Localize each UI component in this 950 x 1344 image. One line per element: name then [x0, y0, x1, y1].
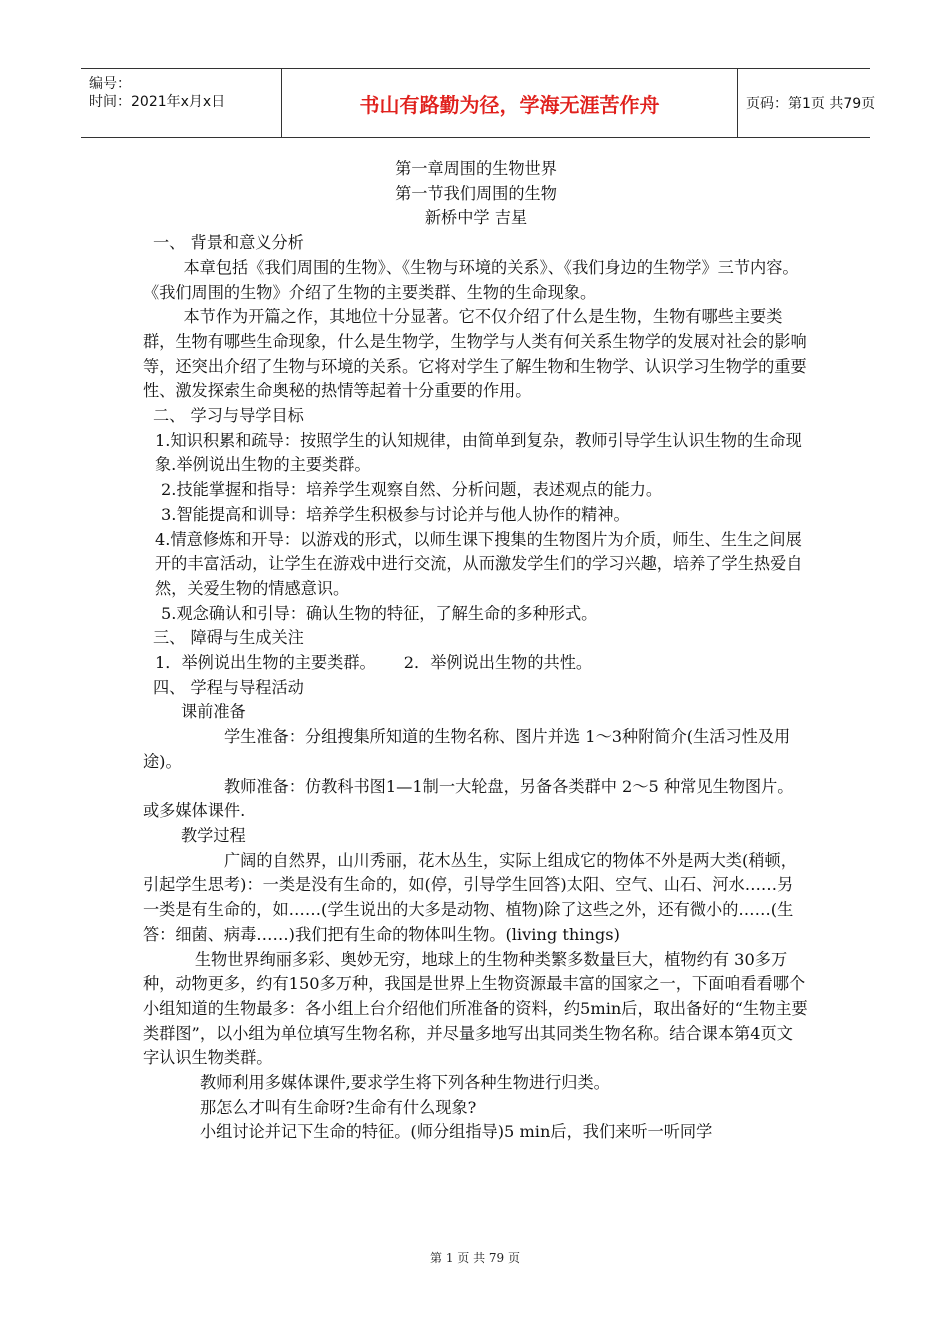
paragraph: 本章包括《我们周围的生物》、《生物与环境的关系》、《我们身边的生物学》三节内容。《我们周围的生物》介绍了生物的主要类群、生物的生命现象。	[143, 257, 799, 302]
section-heading-4: 四、 学程与导程活动	[153, 677, 304, 697]
list-item: 5.观念确认和引导：确认生物的特征，了解生命的多种形式。	[161, 603, 598, 623]
paragraph: 那怎么才叫有生命呀?生命有什么现象?	[200, 1097, 477, 1117]
header-table	[81, 68, 876, 138]
header-meta-cell	[81, 69, 281, 137]
list-item: 2.技能掌握和指导：培养学生观察自然、分析问题，表述观点的能力。	[161, 480, 663, 500]
paragraph: 教师准备：仿教科书图1—1制一大轮盘，另备各类群中 2～5 种常见生物图片。或多媒体课件.	[143, 776, 794, 821]
document-body	[143, 157, 809, 1145]
page-info: 页码：第1页 共79页	[746, 96, 876, 112]
list-item: 1.知识积累和疏导：按照学生的认知规律，由简单到复杂，教师引导学生认识生物的生命现象.举例说出生物的主要类群。	[155, 430, 802, 475]
paragraph: 学生准备：分组搜集所知道的生物名称、图片并选 1～3种附简介(生活习性及用途)。	[143, 727, 791, 771]
list-item	[143, 651, 809, 676]
author-line: 新桥中学 吉星	[424, 208, 528, 228]
section-title: 第一节我们周围的生物	[395, 183, 557, 203]
section-heading-2: 二、 学习与导学目标	[153, 406, 304, 426]
section-heading-1: 一、 背景和意义分析	[153, 233, 304, 253]
obstacle-item-2: 2．举例说出生物的共性。	[403, 653, 593, 673]
list-item: 4.情意修炼和开导：以游戏的形式，以师生课下搜集的生物图片为介质，师生、生生之间展开的丰富活动，让学生在游戏中进行交流，从而激发学生们的学习兴趣，培养了学生热爱自然，关爱生物的情感意识。	[155, 529, 803, 598]
section-heading-3: 三、 障碍与生成关注	[153, 628, 304, 648]
motto-text: 书山有路勤为径，学海无涯苦作舟	[281, 69, 738, 137]
time-label: 时间：2021年x月x日	[89, 94, 226, 110]
obstacle-item-1: 1．举例说出生物的主要类群。	[155, 653, 376, 673]
paragraph: 本节作为开篇之作，其地位十分显著。它不仅介绍了什么是生物，生物有哪些主要类群，生物有哪些生命现象，什么是生物学，生物学与人类有何关系生物学的发展对社会的影响等，还突出介绍了生物与环境的关系。它将对学生了解生物和生物学、认识学习生物学的重要性、激发探索生命奥秘的热情等起着十分重要的作用。	[143, 307, 807, 401]
paragraph: 小组讨论并记下生命的特征。(师分组指导)5 min后，我们来听一听同学	[200, 1122, 713, 1142]
subheading-prep: 课前准备	[181, 702, 246, 722]
paragraph: 教师利用多媒体课件,要求学生将下列各种生物进行归类。	[200, 1073, 610, 1093]
list-item: 3.智能提高和训导：培养学生积极参与讨论并与他人协作的精神。	[161, 504, 630, 524]
chapter-title: 第一章周围的生物世界	[395, 159, 557, 178]
paragraph: 生物世界绚丽多彩、奥妙无穷，地球上的生物种类繁多数量巨大，植物约有 30多万种，动物更多，约有150多万种，我国是世界上生物资源最丰富的国家之一，下面咱看看哪个小组知道的生物最多：各小组上台介绍他们所准备的资料，约5min后，取出备好的“生物主要类群图”，以小组为单位填写生物名称，并尽量多地写出其同类生物名称。结合课本第4页文字认识生物类群。	[143, 949, 808, 1068]
number-label: 编号：	[89, 76, 131, 92]
paragraph: 广阔的自然界，山川秀丽，花木丛生，实际上组成它的物体不外是两大类(稍顿，引起学生思考)：一类是没有生命的，如(停，引导学生回答)太阳、空气、山石、河水……另一类是有生命的，如……(学生说出的大多是动物、植物)除了这些之外，还有微小的……(生答：细菌、病毒……)我们把有生命的物体叫生物。(living things)	[143, 850, 797, 944]
page-footer: 第 1 页 共 79 页	[430, 1251, 520, 1265]
subheading-process: 教学过程	[181, 825, 246, 845]
